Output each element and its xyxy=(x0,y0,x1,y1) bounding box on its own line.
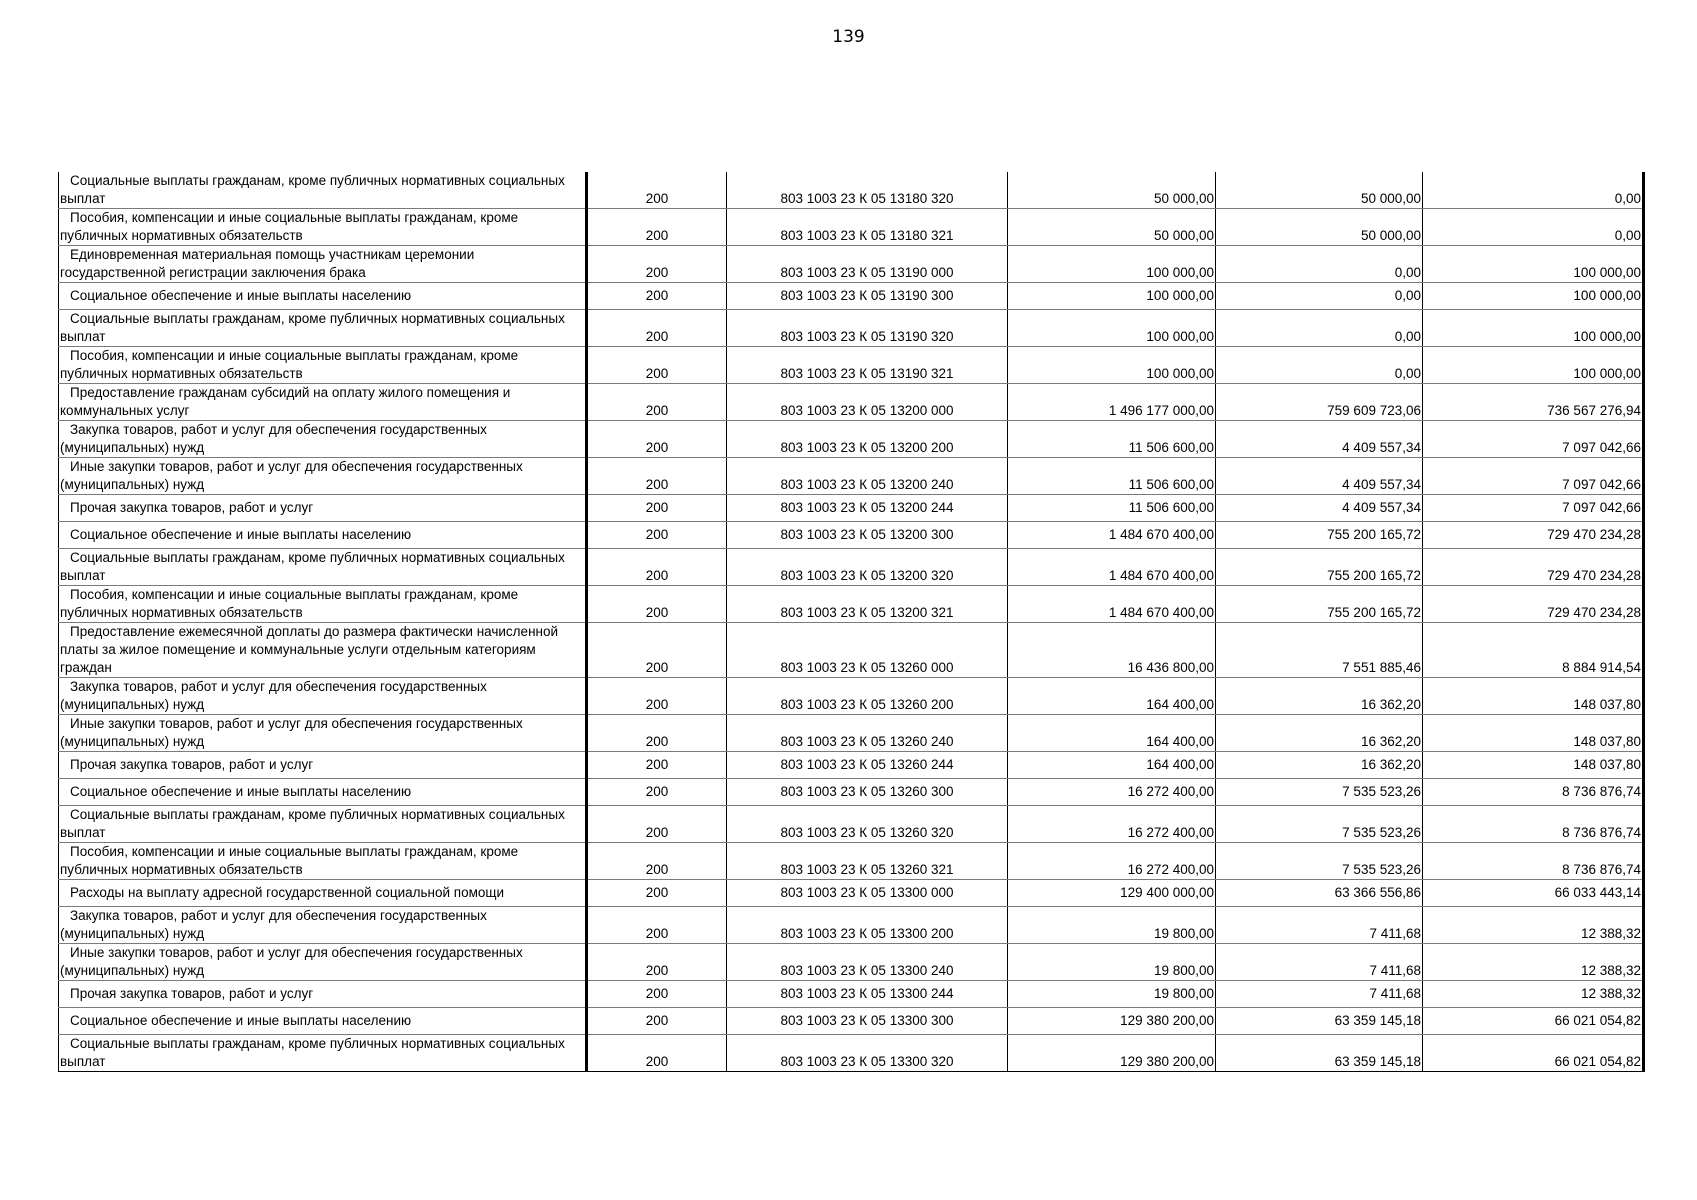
row-name-text: Социальные выплаты гражданам, кроме публичных нормативных социальных выплат xyxy=(60,1036,565,1069)
row-kbk-cell: 803 1003 23 К 05 13200 000 xyxy=(727,384,1008,421)
row-approved-cell: 11 506 600,00 xyxy=(1008,421,1216,458)
row-name-text: Социальное обеспечение и иные выплаты населению xyxy=(70,784,412,799)
row-name-text: Закупка товаров, работ и услуг для обеспечения государственных (муниципальных) нужд xyxy=(60,679,487,712)
table-row xyxy=(59,421,1644,458)
row-executed-cell: 755 200 165,72 xyxy=(1216,586,1423,623)
row-name-cell xyxy=(59,310,587,347)
row-approved-cell: 100 000,00 xyxy=(1008,347,1216,384)
row-executed-cell: 755 200 165,72 xyxy=(1216,549,1423,586)
row-executed-cell: 0,00 xyxy=(1216,347,1423,384)
row-approved-cell: 100 000,00 xyxy=(1008,310,1216,347)
row-code-cell: 200 xyxy=(587,310,727,347)
row-kbk-cell: 803 1003 23 К 05 13300 240 xyxy=(727,944,1008,981)
row-executed-cell: 50 000,00 xyxy=(1216,172,1423,209)
row-code-cell: 200 xyxy=(587,458,727,495)
row-name-text: Пособия, компенсации и иные социальные выплаты гражданам, кроме публичных нормативных обязательств xyxy=(60,587,519,620)
row-approved-cell: 16 272 400,00 xyxy=(1008,843,1216,880)
row-remaining-cell: 8 736 876,74 xyxy=(1423,843,1644,880)
table-row xyxy=(59,806,1644,843)
row-remaining-cell: 12 388,32 xyxy=(1423,981,1644,1008)
row-code-cell: 200 xyxy=(587,1035,727,1072)
row-name-cell xyxy=(59,458,587,495)
row-remaining-cell: 0,00 xyxy=(1423,172,1644,209)
row-kbk-cell: 803 1003 23 К 05 13260 000 xyxy=(727,623,1008,678)
table-row xyxy=(59,752,1644,779)
row-name-cell xyxy=(59,779,587,806)
row-executed-cell: 7 411,68 xyxy=(1216,981,1423,1008)
row-approved-cell: 19 800,00 xyxy=(1008,907,1216,944)
table-row xyxy=(59,880,1644,907)
row-remaining-cell: 148 037,80 xyxy=(1423,752,1644,779)
row-kbk-cell: 803 1003 23 К 05 13300 200 xyxy=(727,907,1008,944)
row-executed-cell: 0,00 xyxy=(1216,283,1423,310)
table-row xyxy=(59,246,1644,283)
table-row xyxy=(59,549,1644,586)
row-kbk-cell: 803 1003 23 К 05 13260 300 xyxy=(727,779,1008,806)
row-kbk-cell: 803 1003 23 К 05 13200 244 xyxy=(727,495,1008,522)
table-row xyxy=(59,1008,1644,1035)
row-name-text: Расходы на выплату адресной государственной социальной помощи xyxy=(70,885,505,900)
row-approved-cell: 19 800,00 xyxy=(1008,944,1216,981)
row-code-cell: 200 xyxy=(587,880,727,907)
row-executed-cell: 0,00 xyxy=(1216,246,1423,283)
row-executed-cell: 7 535 523,26 xyxy=(1216,806,1423,843)
row-name-text: Социальные выплаты гражданам, кроме публичных нормативных социальных выплат xyxy=(60,807,565,840)
table-row xyxy=(59,172,1644,209)
row-executed-cell: 63 359 145,18 xyxy=(1216,1008,1423,1035)
row-name-cell xyxy=(59,1008,587,1035)
row-code-cell: 200 xyxy=(587,495,727,522)
row-remaining-cell: 66 033 443,14 xyxy=(1423,880,1644,907)
row-code-cell: 200 xyxy=(587,549,727,586)
table-row xyxy=(59,1035,1644,1072)
row-remaining-cell: 100 000,00 xyxy=(1423,246,1644,283)
row-name-cell xyxy=(59,944,587,981)
row-approved-cell: 164 400,00 xyxy=(1008,678,1216,715)
row-remaining-cell: 736 567 276,94 xyxy=(1423,384,1644,421)
row-executed-cell: 4 409 557,34 xyxy=(1216,421,1423,458)
row-code-cell: 200 xyxy=(587,806,727,843)
row-approved-cell: 16 272 400,00 xyxy=(1008,806,1216,843)
row-name-cell xyxy=(59,715,587,752)
row-remaining-cell: 7 097 042,66 xyxy=(1423,495,1644,522)
row-kbk-cell: 803 1003 23 К 05 13260 240 xyxy=(727,715,1008,752)
table-row xyxy=(59,981,1644,1008)
row-executed-cell: 16 362,20 xyxy=(1216,715,1423,752)
table-row xyxy=(59,522,1644,549)
table-row xyxy=(59,458,1644,495)
row-approved-cell: 129 400 000,00 xyxy=(1008,880,1216,907)
row-remaining-cell: 729 470 234,28 xyxy=(1423,586,1644,623)
row-executed-cell: 63 359 145,18 xyxy=(1216,1035,1423,1072)
row-name-text: Иные закупки товаров, работ и услуг для обеспечения государственных (муниципальных) нужд xyxy=(60,945,523,978)
row-remaining-cell: 66 021 054,82 xyxy=(1423,1035,1644,1072)
row-kbk-cell: 803 1003 23 К 05 13300 300 xyxy=(727,1008,1008,1035)
row-code-cell: 200 xyxy=(587,246,727,283)
row-name-cell xyxy=(59,384,587,421)
row-executed-cell: 7 411,68 xyxy=(1216,944,1423,981)
row-remaining-cell: 12 388,32 xyxy=(1423,944,1644,981)
row-remaining-cell: 12 388,32 xyxy=(1423,907,1644,944)
row-code-cell: 200 xyxy=(587,1008,727,1035)
row-name-cell xyxy=(59,522,587,549)
row-code-cell: 200 xyxy=(587,623,727,678)
row-approved-cell: 1 484 670 400,00 xyxy=(1008,549,1216,586)
row-name-text: Предоставление ежемесячной доплаты до размера фактически начисленной платы за жилое помещение и коммунальные услуги отдельным категориям граждан xyxy=(60,624,559,675)
row-kbk-cell: 803 1003 23 К 05 13200 300 xyxy=(727,522,1008,549)
row-executed-cell: 0,00 xyxy=(1216,310,1423,347)
row-name-cell xyxy=(59,172,587,209)
table-row xyxy=(59,384,1644,421)
row-code-cell: 200 xyxy=(587,172,727,209)
row-kbk-cell: 803 1003 23 К 05 13190 000 xyxy=(727,246,1008,283)
row-approved-cell: 11 506 600,00 xyxy=(1008,458,1216,495)
row-approved-cell: 1 484 670 400,00 xyxy=(1008,522,1216,549)
row-code-cell: 200 xyxy=(587,522,727,549)
row-name-text: Пособия, компенсации и иные социальные выплаты гражданам, кроме публичных нормативных обязательств xyxy=(60,348,519,381)
row-code-cell: 200 xyxy=(587,347,727,384)
row-name-text: Единовременная материальная помощь участникам церемонии государственной регистрации заключения брака xyxy=(60,247,475,280)
row-name-text: Прочая закупка товаров, работ и услуг xyxy=(70,986,314,1001)
row-remaining-cell: 729 470 234,28 xyxy=(1423,549,1644,586)
row-name-cell xyxy=(59,347,587,384)
table-row xyxy=(59,678,1644,715)
row-name-cell xyxy=(59,586,587,623)
row-remaining-cell: 148 037,80 xyxy=(1423,678,1644,715)
row-name-text: Прочая закупка товаров, работ и услуг xyxy=(70,757,314,772)
row-code-cell: 200 xyxy=(587,384,727,421)
row-kbk-cell: 803 1003 23 К 05 13180 320 xyxy=(727,172,1008,209)
row-code-cell: 200 xyxy=(587,283,727,310)
row-kbk-cell: 803 1003 23 К 05 13300 244 xyxy=(727,981,1008,1008)
row-name-cell xyxy=(59,806,587,843)
row-code-cell: 200 xyxy=(587,421,727,458)
row-approved-cell: 129 380 200,00 xyxy=(1008,1035,1216,1072)
table-row xyxy=(59,586,1644,623)
row-approved-cell: 16 436 800,00 xyxy=(1008,623,1216,678)
row-name-cell xyxy=(59,907,587,944)
row-name-cell xyxy=(59,421,587,458)
row-remaining-cell: 8 884 914,54 xyxy=(1423,623,1644,678)
row-executed-cell: 63 366 556,86 xyxy=(1216,880,1423,907)
table-row xyxy=(59,310,1644,347)
row-approved-cell: 129 380 200,00 xyxy=(1008,1008,1216,1035)
row-executed-cell: 7 535 523,26 xyxy=(1216,779,1423,806)
row-name-text: Социальные выплаты гражданам, кроме публичных нормативных социальных выплат xyxy=(60,173,565,206)
row-name-cell xyxy=(59,880,587,907)
table-row xyxy=(59,843,1644,880)
table-row xyxy=(59,209,1644,246)
row-remaining-cell: 148 037,80 xyxy=(1423,715,1644,752)
row-remaining-cell: 729 470 234,28 xyxy=(1423,522,1644,549)
row-approved-cell: 100 000,00 xyxy=(1008,283,1216,310)
row-code-cell: 200 xyxy=(587,981,727,1008)
table-row xyxy=(59,623,1644,678)
row-approved-cell: 19 800,00 xyxy=(1008,981,1216,1008)
row-remaining-cell: 100 000,00 xyxy=(1423,347,1644,384)
row-remaining-cell: 7 097 042,66 xyxy=(1423,458,1644,495)
row-name-text: Закупка товаров, работ и услуг для обеспечения государственных (муниципальных) нужд xyxy=(60,422,487,455)
row-code-cell: 200 xyxy=(587,944,727,981)
row-remaining-cell: 100 000,00 xyxy=(1423,310,1644,347)
row-remaining-cell: 100 000,00 xyxy=(1423,283,1644,310)
row-name-text: Социальное обеспечение и иные выплаты населению xyxy=(70,1013,412,1028)
row-code-cell: 200 xyxy=(587,907,727,944)
row-name-cell xyxy=(59,209,587,246)
row-name-text: Иные закупки товаров, работ и услуг для обеспечения государственных (муниципальных) нужд xyxy=(60,716,523,749)
row-kbk-cell: 803 1003 23 К 05 13200 240 xyxy=(727,458,1008,495)
row-kbk-cell: 803 1003 23 К 05 13200 321 xyxy=(727,586,1008,623)
row-remaining-cell: 8 736 876,74 xyxy=(1423,779,1644,806)
row-name-cell xyxy=(59,495,587,522)
row-code-cell: 200 xyxy=(587,779,727,806)
row-kbk-cell: 803 1003 23 К 05 13300 320 xyxy=(727,1035,1008,1072)
row-approved-cell: 50 000,00 xyxy=(1008,209,1216,246)
row-executed-cell: 755 200 165,72 xyxy=(1216,522,1423,549)
row-approved-cell: 11 506 600,00 xyxy=(1008,495,1216,522)
row-name-text: Социальные выплаты гражданам, кроме публичных нормативных социальных выплат xyxy=(60,311,565,344)
row-kbk-cell: 803 1003 23 К 05 13260 200 xyxy=(727,678,1008,715)
row-executed-cell: 50 000,00 xyxy=(1216,209,1423,246)
table-row xyxy=(59,907,1644,944)
budget-execution-table xyxy=(58,172,1645,1072)
row-code-cell: 200 xyxy=(587,209,727,246)
row-remaining-cell: 0,00 xyxy=(1423,209,1644,246)
row-approved-cell: 1 484 670 400,00 xyxy=(1008,586,1216,623)
row-name-text: Иные закупки товаров, работ и услуг для обеспечения государственных (муниципальных) нужд xyxy=(60,459,523,492)
row-kbk-cell: 803 1003 23 К 05 13260 321 xyxy=(727,843,1008,880)
row-executed-cell: 16 362,20 xyxy=(1216,752,1423,779)
row-remaining-cell: 8 736 876,74 xyxy=(1423,806,1644,843)
row-name-cell xyxy=(59,1035,587,1072)
row-approved-cell: 100 000,00 xyxy=(1008,246,1216,283)
row-executed-cell: 7 535 523,26 xyxy=(1216,843,1423,880)
page-number: 139 xyxy=(832,27,865,47)
row-code-cell: 200 xyxy=(587,752,727,779)
row-approved-cell: 1 496 177 000,00 xyxy=(1008,384,1216,421)
row-kbk-cell: 803 1003 23 К 05 13260 320 xyxy=(727,806,1008,843)
row-name-text: Социальное обеспечение и иные выплаты населению xyxy=(70,527,412,542)
row-kbk-cell: 803 1003 23 К 05 13200 200 xyxy=(727,421,1008,458)
row-kbk-cell: 803 1003 23 К 05 13190 321 xyxy=(727,347,1008,384)
row-code-cell: 200 xyxy=(587,715,727,752)
row-kbk-cell: 803 1003 23 К 05 13300 000 xyxy=(727,880,1008,907)
row-name-text: Социальные выплаты гражданам, кроме публичных нормативных социальных выплат xyxy=(60,550,565,583)
table-row xyxy=(59,944,1644,981)
row-executed-cell: 7 411,68 xyxy=(1216,907,1423,944)
row-approved-cell: 164 400,00 xyxy=(1008,752,1216,779)
row-name-text: Пособия, компенсации и иные социальные выплаты гражданам, кроме публичных нормативных обязательств xyxy=(60,844,519,877)
row-kbk-cell: 803 1003 23 К 05 13260 244 xyxy=(727,752,1008,779)
row-code-cell: 200 xyxy=(587,843,727,880)
table-row xyxy=(59,715,1644,752)
row-executed-cell: 16 362,20 xyxy=(1216,678,1423,715)
row-code-cell: 200 xyxy=(587,678,727,715)
table-row xyxy=(59,283,1644,310)
row-kbk-cell: 803 1003 23 К 05 13200 320 xyxy=(727,549,1008,586)
row-name-cell xyxy=(59,246,587,283)
row-name-text: Предоставление гражданам субсидий на оплату жилого помещения и коммунальных услуг xyxy=(60,385,511,418)
row-name-cell xyxy=(59,623,587,678)
row-remaining-cell: 7 097 042,66 xyxy=(1423,421,1644,458)
row-executed-cell: 759 609 723,06 xyxy=(1216,384,1423,421)
row-name-text: Социальное обеспечение и иные выплаты населению xyxy=(70,288,412,303)
row-remaining-cell: 66 021 054,82 xyxy=(1423,1008,1644,1035)
row-executed-cell: 7 551 885,46 xyxy=(1216,623,1423,678)
row-name-cell xyxy=(59,283,587,310)
row-kbk-cell: 803 1003 23 К 05 13190 300 xyxy=(727,283,1008,310)
row-approved-cell: 164 400,00 xyxy=(1008,715,1216,752)
row-approved-cell: 50 000,00 xyxy=(1008,172,1216,209)
row-name-text: Прочая закупка товаров, работ и услуг xyxy=(70,500,314,515)
table-row xyxy=(59,347,1644,384)
table-row xyxy=(59,495,1644,522)
row-name-cell xyxy=(59,549,587,586)
row-executed-cell: 4 409 557,34 xyxy=(1216,458,1423,495)
row-kbk-cell: 803 1003 23 К 05 13180 321 xyxy=(727,209,1008,246)
row-name-cell xyxy=(59,981,587,1008)
row-approved-cell: 16 272 400,00 xyxy=(1008,779,1216,806)
row-name-cell xyxy=(59,752,587,779)
row-kbk-cell: 803 1003 23 К 05 13190 320 xyxy=(727,310,1008,347)
table-body xyxy=(59,172,1644,1072)
row-name-text: Пособия, компенсации и иные социальные выплаты гражданам, кроме публичных нормативных обязательств xyxy=(60,210,519,243)
row-executed-cell: 4 409 557,34 xyxy=(1216,495,1423,522)
row-code-cell: 200 xyxy=(587,586,727,623)
row-name-cell xyxy=(59,678,587,715)
table-row xyxy=(59,779,1644,806)
row-name-text: Закупка товаров, работ и услуг для обеспечения государственных (муниципальных) нужд xyxy=(60,908,487,941)
row-name-cell xyxy=(59,843,587,880)
